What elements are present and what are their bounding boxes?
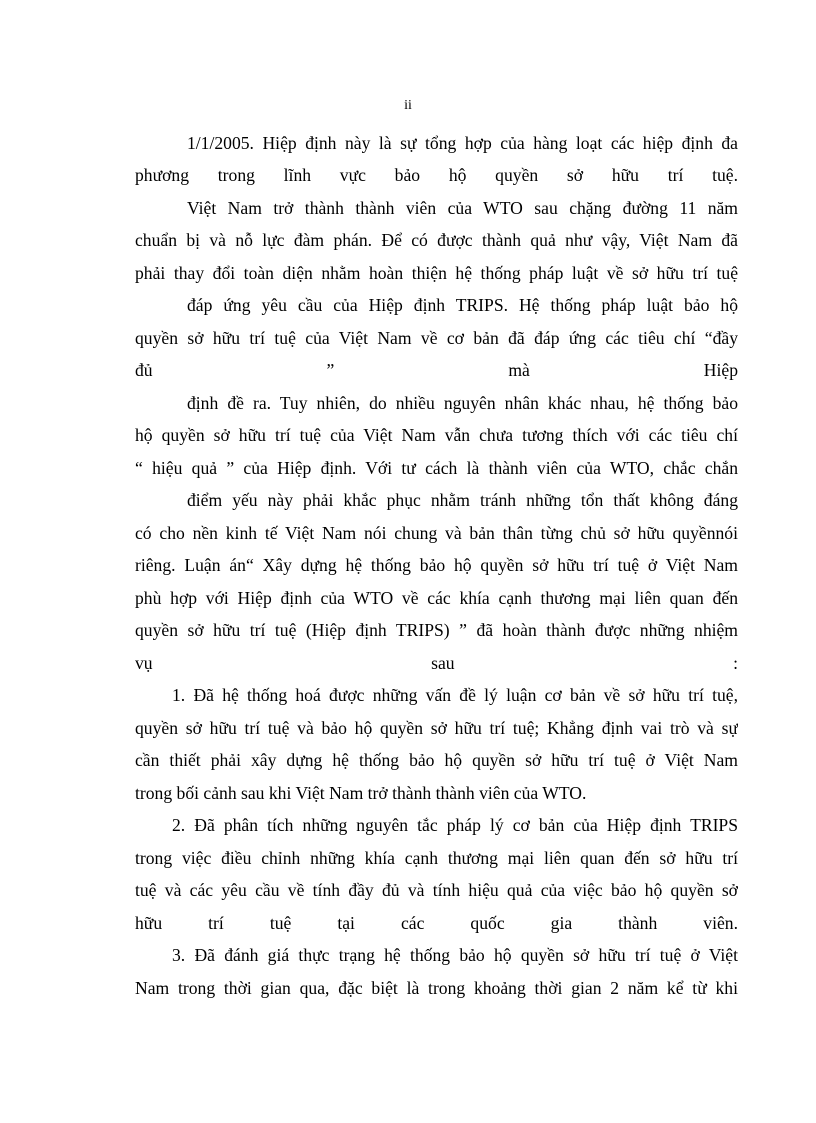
text-line: riêng. Luận án“ Xây dựng hệ thống bảo hộ quyền sở hữu trí tuệ ở Việt Nam [135,555,738,575]
text-line: định đề ra. Tuy nhiên, do nhiều nguyên nhân khác nhau, hệ thống bảo [187,393,738,413]
text-line: phù hợp với Hiệp định của WTO về các khía cạnh thương mại liên quan đến [135,588,738,608]
text-line: quyền sở hữu trí tuệ của Việt Nam về cơ bản đã đáp ứng các tiêu chí “đầy [135,328,738,348]
text-line: 3. Đã đánh giá thực trạng hệ thống bảo hộ quyền sở hữu trí tuệ ở Việt [172,945,738,965]
text-line: 1/1/2005. Hiệp định này là sự tổng hợp của hàng loạt các hiệp định đa [187,133,738,153]
text-line: đủ ” mà Hiệp [135,360,738,380]
text-line: trong bối cảnh sau khi Việt Nam trở thành thành viên của WTO. [135,783,587,803]
text-line: 1. Đã hệ thống hoá được những vấn đề lý luận cơ bản về sở hữu trí tuệ, [172,685,738,705]
text-line: tuệ và các yêu cầu về tính đầy đủ và tính hiệu quả của việc bảo hộ quyền sở [135,880,738,900]
text-line: 2. Đã phân tích những nguyên tắc pháp lý cơ bản của Hiệp định TRIPS [172,815,738,835]
text-line: quyền sở hữu trí tuệ và bảo hộ quyền sở hữu trí tuệ; Khẳng định vai trò và sự [135,718,738,738]
text-line: phương trong lĩnh vực bảo hộ quyền sở hữu trí tuệ. [135,165,738,185]
text-line: cần thiết phải xây dựng hệ thống bảo hộ quyền sở hữu trí tuệ ở Việt Nam [135,750,738,770]
text-line: điểm yếu này phải khắc phục nhằm tránh những tổn thất không đáng [187,490,738,510]
text-line: quyền sở hữu trí tuệ (Hiệp định TRIPS) ” đã hoàn thành được những nhiệm [135,620,738,640]
text-line: Việt Nam trở thành thành viên của WTO sau chặng đường 11 năm [187,198,738,218]
text-line: vụ sau : [135,653,738,673]
text-line: hộ quyền sở hữu trí tuệ của Việt Nam vẫn chưa tương thích với các tiêu chí [135,425,738,445]
text-line: Nam trong thời gian qua, đặc biệt là trong khoảng thời gian 2 năm kể từ khi [135,978,738,998]
text-line: chuẩn bị và nỗ lực đàm phán. Để có được thành quả như vậy, Việt Nam đã [135,230,738,250]
text-line: “ hiệu quả ” của Hiệp định. Với tư cách là thành viên của WTO, chắc chắn [135,458,738,478]
text-line: phải thay đổi toàn diện nhằm hoàn thiện hệ thống pháp luật về sở hữu trí tuệ [135,263,738,283]
page-number: ii [404,98,412,113]
text-line: trong việc điều chỉnh những khía cạnh thương mại liên quan đến sở hữu trí [135,848,738,868]
text-line: hữu trí tuệ tại các quốc gia thành viên. [135,913,738,933]
text-line: đáp ứng yêu cầu của Hiệp định TRIPS. Hệ thống pháp luật bảo hộ [187,295,738,315]
text-line: có cho nền kinh tế Việt Nam nói chung và bản thân từng chủ sở hữu quyềnnói [135,523,738,543]
